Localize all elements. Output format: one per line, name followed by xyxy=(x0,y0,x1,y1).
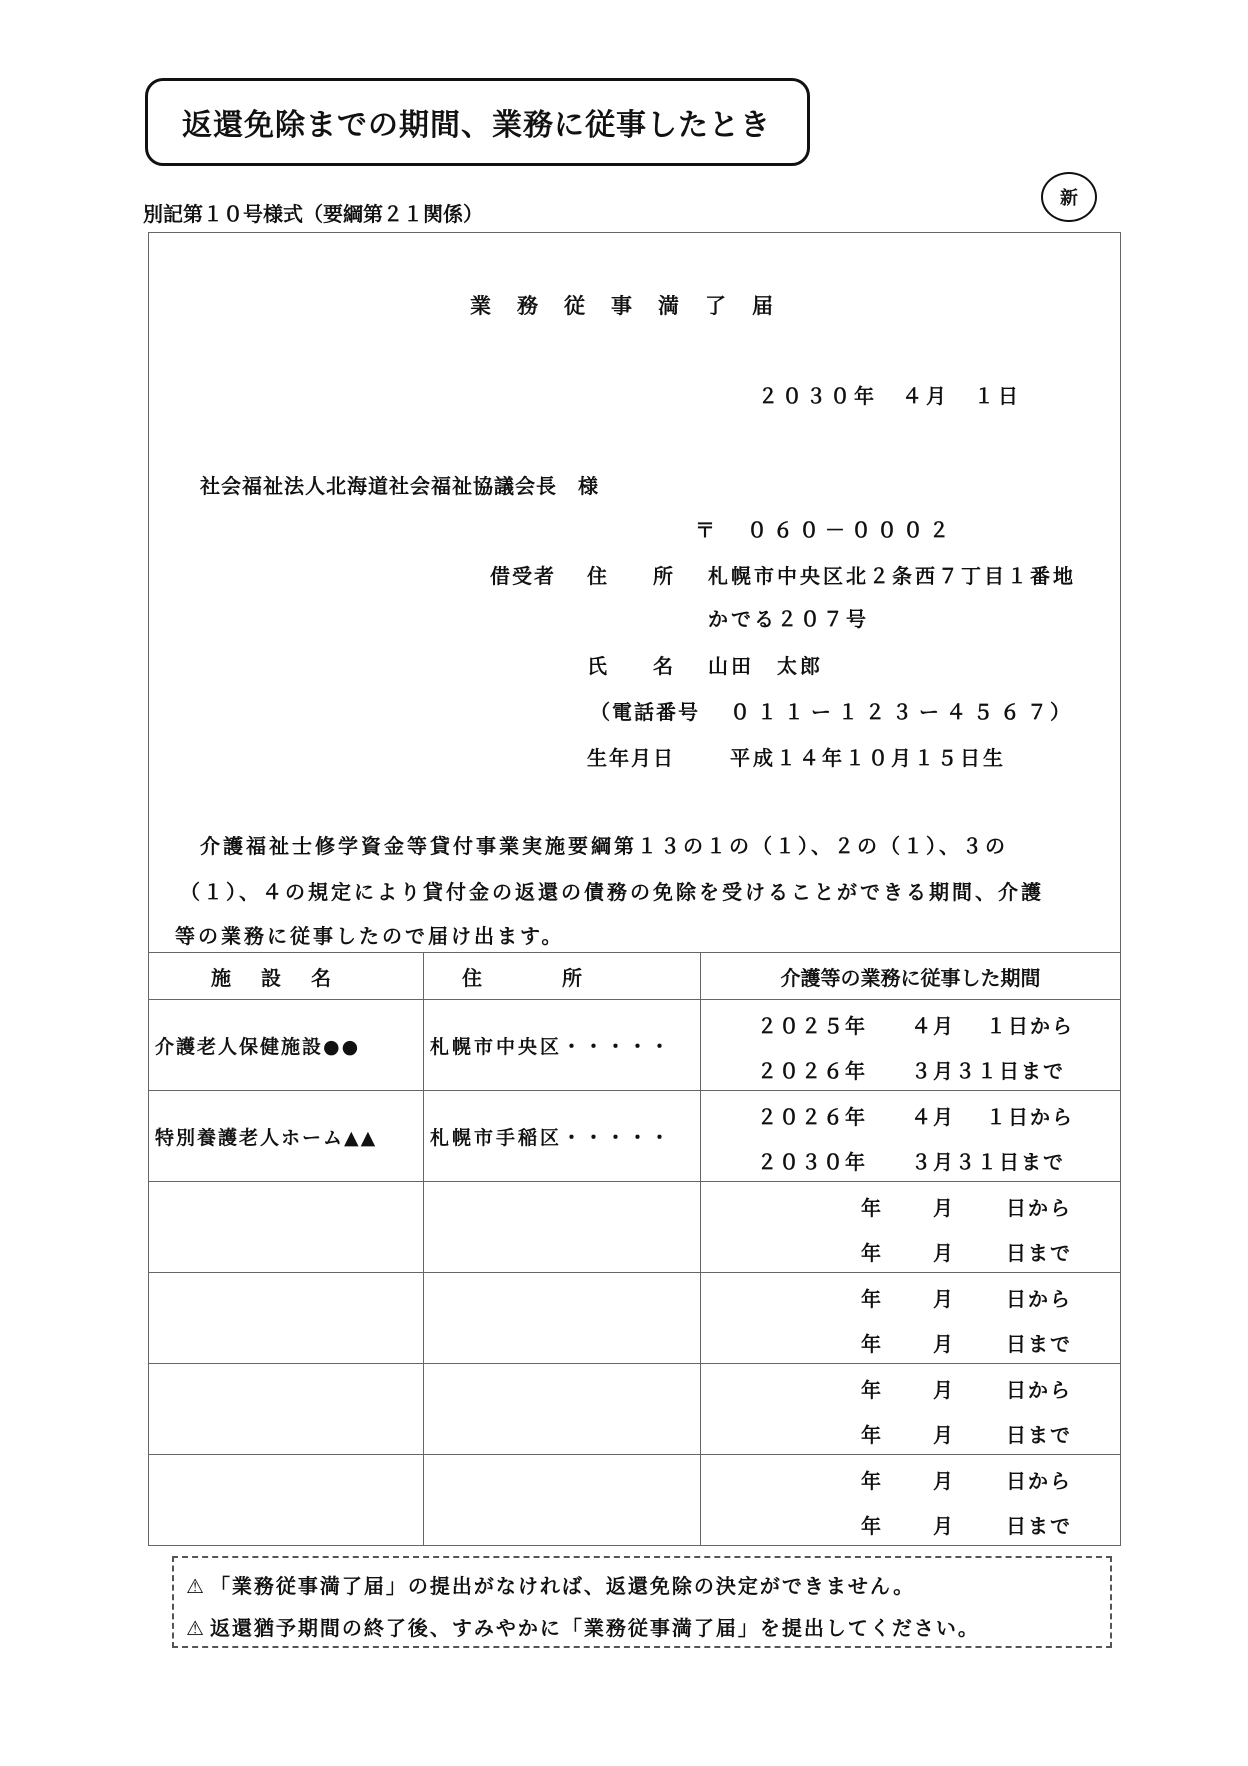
period-cell xyxy=(701,1091,1121,1182)
to-year: ２０３０年 xyxy=(757,1150,867,1174)
to-month-day: ３月３１日まで xyxy=(911,1150,1065,1174)
name-value: 山田 太郎 xyxy=(708,654,823,678)
header-address: 住所 xyxy=(424,953,701,1000)
blank-year: 年 xyxy=(861,1514,883,1538)
facility-cell-blank xyxy=(149,1455,424,1546)
table-row xyxy=(149,1000,1121,1091)
page-heading: 返還免除までの期間、業務に従事したとき xyxy=(182,108,771,143)
blank-year: 年 xyxy=(861,1332,883,1356)
address-cell: 札幌市手稲区・・・・・ xyxy=(424,1091,701,1182)
address-label: 住 所 xyxy=(587,564,675,588)
birth-value: 平成１４年１０月１５日生 xyxy=(730,746,1006,770)
name-label: 氏 名 xyxy=(587,654,675,678)
blank-year: 年 xyxy=(861,1241,883,1265)
page-heading-box xyxy=(145,78,810,166)
period-cell-blank xyxy=(701,1455,1121,1546)
phone-value: ０１１ー１２３ー４５６７ xyxy=(730,700,1054,724)
blank-from: 日から xyxy=(1006,1469,1072,1493)
address-line2: かでる２０７号 xyxy=(708,607,869,631)
phone-close: ） xyxy=(1050,700,1073,724)
facility-cell: 特別養護老人ホーム▲▲ xyxy=(149,1091,424,1182)
borrower-label: 借受者 xyxy=(490,564,556,588)
blank-year: 年 xyxy=(861,1378,883,1402)
body-line-1: 介護福祉士修学資金等貸付事業実施要綱第１３の１の（１）、２の（１）、３の xyxy=(200,834,1008,858)
facility-cell-blank xyxy=(149,1364,424,1455)
body-line-3: 等の業務に従事したので届け出ます。 xyxy=(175,924,565,948)
header-facility: 施設名 xyxy=(149,953,424,1000)
facility-cell-blank xyxy=(149,1182,424,1273)
from-day: １日から xyxy=(986,1105,1074,1129)
from-month: ４月 xyxy=(911,1014,955,1038)
submission-date: ２０３０年 ４月 １日 xyxy=(758,384,1022,408)
table-header-row xyxy=(149,953,1121,1000)
period-cell-blank xyxy=(701,1182,1121,1273)
address-line1: 札幌市中央区北２条西７丁目１番地 xyxy=(708,564,1076,588)
address-cell-blank xyxy=(424,1455,701,1546)
address-cell-blank xyxy=(424,1273,701,1364)
blank-year: 年 xyxy=(861,1287,883,1311)
addressee: 社会福祉法人北海道社会福祉協議会長 様 xyxy=(200,474,599,498)
address-cell-blank xyxy=(424,1182,701,1273)
from-day: １日から xyxy=(986,1014,1074,1038)
to-month-day: ３月３１日まで xyxy=(911,1059,1065,1083)
blank-month: 月 xyxy=(933,1514,955,1538)
blank-year: 年 xyxy=(861,1196,883,1220)
from-year: ２０２５年 xyxy=(757,1014,867,1038)
blank-month: 月 xyxy=(933,1332,955,1356)
blank-year: 年 xyxy=(861,1469,883,1493)
header-period: 介護等の業務に従事した期間 xyxy=(701,953,1121,1000)
blank-month: 月 xyxy=(933,1423,955,1447)
table-row-blank xyxy=(149,1273,1121,1364)
notice-line-1: ⚠ 「業務従事満了届」の提出がなければ、返還免除の決定ができません。 xyxy=(186,1574,916,1598)
period-cell-blank xyxy=(701,1364,1121,1455)
employment-table xyxy=(148,952,1121,1546)
address-cell: 札幌市中央区・・・・・ xyxy=(424,1000,701,1091)
blank-to: 日まで xyxy=(1006,1241,1072,1265)
facility-cell: 介護老人保健施設●● xyxy=(149,1000,424,1091)
blank-month: 月 xyxy=(933,1469,955,1493)
blank-month: 月 xyxy=(933,1287,955,1311)
address-cell-blank xyxy=(424,1364,701,1455)
form-number: 別記第１０号様式（要綱第２１関係） xyxy=(143,202,483,226)
period-cell xyxy=(701,1000,1121,1091)
table-row xyxy=(149,1091,1121,1182)
body-line-2: （１）、４の規定により貸付金の返還の債務の免除を受けることができる期間、介護 xyxy=(180,880,1044,904)
blank-to: 日まで xyxy=(1006,1332,1072,1356)
blank-month: 月 xyxy=(933,1378,955,1402)
new-badge: 新 xyxy=(1041,172,1097,222)
to-year: ２０２６年 xyxy=(757,1059,867,1083)
blank-month: 月 xyxy=(933,1241,955,1265)
blank-from: 日から xyxy=(1006,1196,1072,1220)
birth-label: 生年月日 xyxy=(587,746,675,770)
from-year: ２０２６年 xyxy=(757,1105,867,1129)
table-row-blank xyxy=(149,1182,1121,1273)
period-cell-blank xyxy=(701,1273,1121,1364)
blank-to: 日まで xyxy=(1006,1423,1072,1447)
notice-line-2: ⚠ 返還猶予期間の終了後、すみやかに「業務従事満了届」を提出してください。 xyxy=(186,1616,980,1640)
table-row-blank xyxy=(149,1455,1121,1546)
from-month: ４月 xyxy=(911,1105,955,1129)
blank-month: 月 xyxy=(933,1196,955,1220)
table-row-blank xyxy=(149,1364,1121,1455)
phone-label: （電話番号 xyxy=(590,700,700,724)
warning-icon: ⚠ xyxy=(186,1616,206,1640)
blank-from: 日から xyxy=(1006,1287,1072,1311)
facility-cell-blank xyxy=(149,1273,424,1364)
postal-code: 〒 ０６０－０００２ xyxy=(695,518,955,542)
blank-from: 日から xyxy=(1006,1378,1072,1402)
blank-year: 年 xyxy=(861,1423,883,1447)
blank-to: 日まで xyxy=(1006,1514,1072,1538)
notice-box xyxy=(172,1556,1112,1648)
warning-icon: ⚠ xyxy=(186,1574,206,1598)
document-title: 業務従事満了届 xyxy=(470,294,799,318)
